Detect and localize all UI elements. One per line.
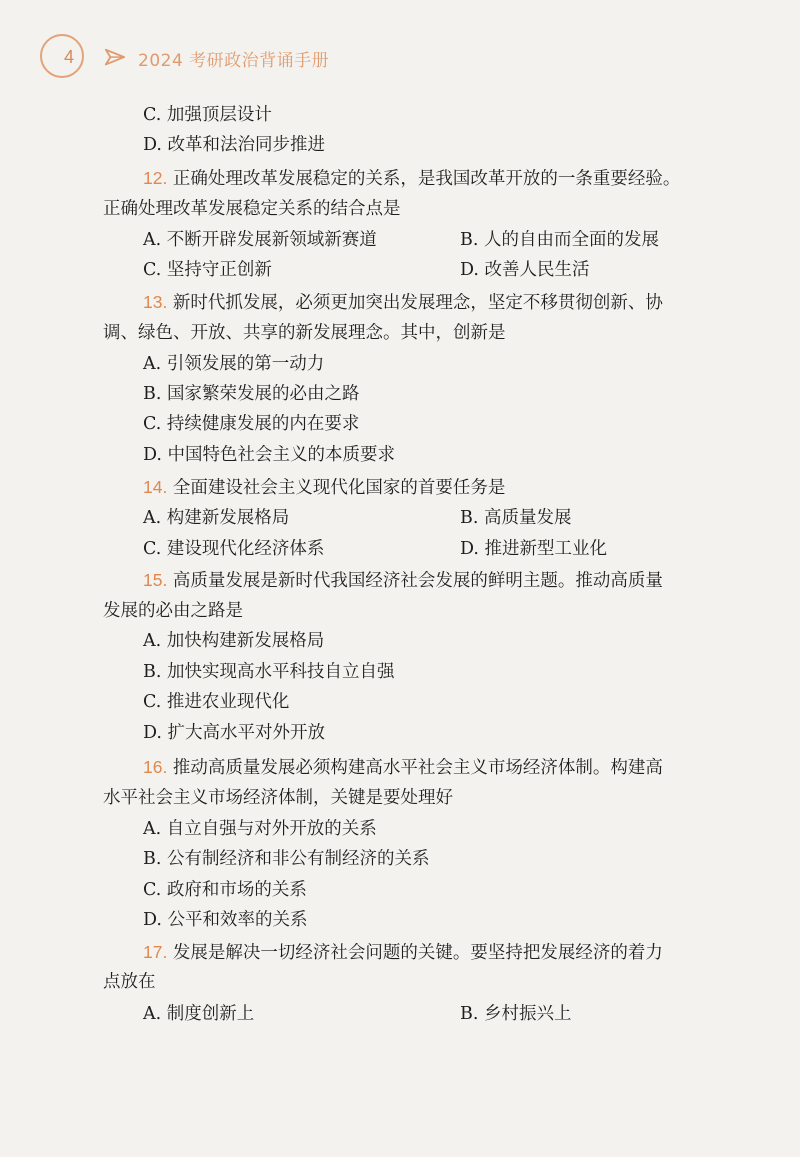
question-number: 12. [143,168,168,188]
q15-option-a: A. 加快构建新发展格局 [143,631,325,651]
book-title: 2024 考研政治背诵手册 [138,51,330,71]
question-number: 14. [143,477,168,497]
q12-option-d: D. 改善人民生活 [460,260,590,280]
q13-option-a: A. 引领发展的第一动力 [143,354,325,374]
q12-option-b: B. 人的自由而全面的发展 [460,230,659,250]
question-number: 17. [143,942,168,962]
q15-option-d: D. 扩大高水平对外开放 [143,723,326,743]
q13-option-b: B. 国家繁荣发展的必由之路 [143,384,360,404]
q13-stem-line2: 调、绿色、开放、共享的新发展理念。其中，创新是 [103,323,506,343]
q15-stem-line2: 发展的必由之路是 [103,601,243,621]
q14-option-c: C. 建设现代化经济体系 [143,539,325,559]
question-number: 13. [143,292,168,312]
q16-stem-line2: 水平社会主义市场经济体制，关键是要处理好 [103,788,453,808]
q16-option-c: C. 政府和市场的关系 [143,880,307,900]
q17-option-b: B. 乡村振兴上 [460,1004,572,1024]
q16-option-a: A. 自立自强与对外开放的关系 [143,819,377,839]
q14-stem-line1 [143,475,505,500]
q15-stem-text: 高质量发展是新时代我国经济社会发展的鲜明主题。推动高质量 [172,571,663,591]
q16-option-b: B. 公有制经济和非公有制经济的关系 [143,849,430,869]
q13-stem-line1 [143,290,663,315]
q14-option-d: D. 推进新型工业化 [460,539,608,559]
q12-option-a: A. 不断开辟发展新领域新赛道 [143,230,377,250]
q13-stem-text: 新时代抓发展，必须更加突出发展理念，坚定不移贯彻创新、协 [172,293,663,313]
q17-option-a: A. 制度创新上 [143,1004,255,1024]
q17-stem-text: 发展是解决一切经济社会问题的关键。要坚持把发展经济的着力 [172,943,663,963]
q14-stem-text: 全面建设社会主义现代化国家的首要任务是 [172,478,506,498]
q13-option-c: C. 持续健康发展的内在要求 [143,414,360,434]
q17-stem-line1 [143,940,663,965]
q15-option-b: B. 加快实现高水平科技自立自强 [143,662,395,682]
page-number-circle [40,34,84,78]
q15-stem-line1 [143,568,663,593]
q12-stem-line1 [143,166,680,191]
q11-option-c: C. 加强顶层设计 [143,105,272,125]
q17-stem-line2: 点放在 [103,972,156,992]
q14-option-a: A. 构建新发展格局 [143,508,290,528]
q16-option-d: D. 公平和效率的关系 [143,910,308,930]
q12-stem-line2: 正确处理改革发展稳定关系的结合点是 [103,199,401,219]
page-number: 4 [64,47,75,67]
q12-stem-text: 正确处理改革发展稳定的关系，是我国改革开放的一条重要经验。 [172,169,681,189]
q15-option-c: C. 推进农业现代化 [143,692,290,712]
q16-stem-line1 [143,755,663,780]
page-header [40,30,760,90]
q13-option-d: D. 中国特色社会主义的本质要求 [143,445,396,465]
q12-option-c: C. 坚持守正创新 [143,260,272,280]
question-number: 15. [143,570,168,590]
paper-plane-icon [104,47,126,69]
q16-stem-text: 推动高质量发展必须构建高水平社会主义市场经济体制。构建高 [172,758,663,778]
q14-option-b: B. 高质量发展 [460,508,572,528]
question-number: 16. [143,757,168,777]
q11-option-d: D. 改革和法治同步推进 [143,135,326,155]
